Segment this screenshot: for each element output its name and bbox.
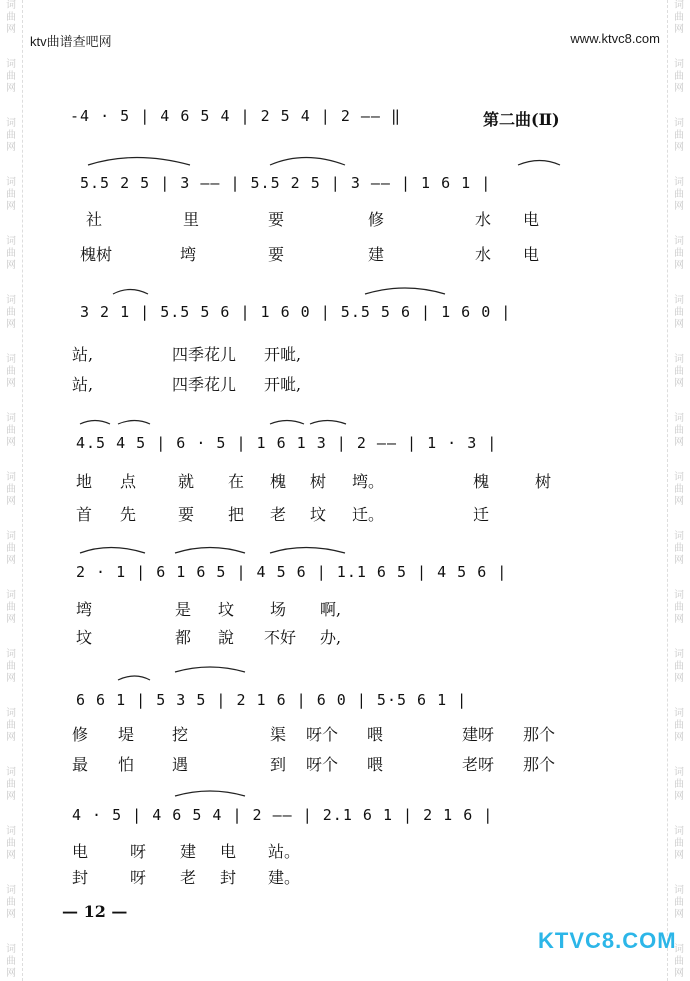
lyric-s4-v2-7: 迁 — [473, 505, 490, 524]
watermark-glyph-block: 词 曲 网 — [6, 649, 16, 684]
site-logo: KTVC8.COM — [538, 928, 677, 953]
watermark-glyph-block: 词 曲 网 — [674, 826, 684, 861]
watermark-glyph-block: 词 曲 网 — [674, 413, 684, 448]
lyric-s4-v1-7: 槐 — [473, 472, 490, 491]
notation-line-3: 3 2 1 | 5.5 5 6 | 1 6 0 | 5.5 5 6 | 1 6 0 | — [80, 303, 512, 321]
lyric-s4-v2-0: 首 — [76, 505, 93, 524]
lyric-s4-v2-2: 要 — [178, 505, 195, 524]
watermark-glyph-block: 词 曲 网 — [674, 118, 684, 153]
lyric-s7-v1-4: 站。 — [268, 842, 301, 861]
lyric-s6-v2-2: 遇 — [172, 755, 189, 774]
section-title: 第二曲(Ⅱ) — [483, 110, 560, 129]
watermark-glyph-block: 词 曲 网 — [674, 0, 684, 35]
watermark-glyph-block: 词 曲 网 — [674, 177, 684, 212]
watermark-glyph-block: 词 曲 网 — [6, 295, 16, 330]
lyric-s5-v2-4: 办, — [320, 628, 342, 647]
lyric-s6-v2-0: 最 — [72, 755, 89, 774]
lyric-s7-v1-2: 建 — [180, 842, 197, 861]
lyric-s6-v1-2: 挖 — [172, 725, 189, 744]
lyric-s5-v1-0: 塆 — [76, 600, 93, 619]
watermark-glyph-block: 词 曲 网 — [674, 767, 684, 802]
lyric-s3-v2-0: 站, — [72, 375, 94, 394]
watermark-glyph-block: 词 曲 网 — [6, 826, 16, 861]
watermark-glyph-block: 词 曲 网 — [6, 236, 16, 271]
lyric-s6-v1-7: 那个 — [523, 725, 556, 744]
lyric-s7-v1-1: 呀 — [130, 842, 147, 861]
lyric-s4-v2-6: 迁。 — [352, 505, 385, 524]
lyric-s4-v1-6: 塆。 — [352, 472, 385, 491]
lyric-s5-v1-1: 是 — [175, 600, 192, 619]
lyric-s6-v1-1: 堤 — [118, 725, 135, 744]
lyric-s2-v2-0: 槐树 — [80, 245, 113, 264]
watermark-glyph-block: 词 曲 网 — [674, 944, 684, 979]
watermark-glyph-block: 词 曲 网 — [6, 708, 16, 743]
lyric-s6-v2-4: 呀个 — [306, 755, 339, 774]
notation-line-7: 4 · 5 | 4 6 5 4 | 2 —— | 2.1 6 1 | 2 1 6 | — [72, 806, 494, 824]
lyric-s4-v1-3: 在 — [228, 472, 245, 491]
lyric-s2-v2-1: 塆 — [180, 245, 197, 264]
lyric-s6-v1-6: 建呀 — [462, 725, 495, 744]
lyric-s6-v1-3: 渠 — [270, 725, 287, 744]
watermark-glyph-block: 词 曲 网 — [6, 885, 16, 920]
lyric-s7-v1-0: 电 — [72, 842, 89, 861]
lyric-s4-v1-5: 树 — [310, 472, 327, 491]
watermark-glyph-block: 词 曲 网 — [6, 531, 16, 566]
lyric-s5-v1-3: 场 — [270, 600, 287, 619]
watermark-glyph-block: 词 曲 网 — [6, 59, 16, 94]
lyric-s2-v2-3: 建 — [368, 245, 385, 264]
notation-line-4: 4.5 4 5 | 6 · 5 | 1 6 1 3 | 2 —— | 1 · 3 | — [76, 434, 498, 452]
lyric-s2-v1-2: 要 — [268, 210, 285, 229]
lyric-s6-v1-4: 呀个 — [306, 725, 339, 744]
watermark-glyph-block: 词 曲 网 — [6, 944, 16, 979]
lyric-s5-v2-2: 說 — [218, 628, 235, 647]
lyric-s7-v2-1: 呀 — [130, 868, 147, 887]
watermark-glyph-block: 词 曲 网 — [6, 767, 16, 802]
watermark-glyph-block: 词 曲 网 — [674, 590, 684, 625]
watermark-glyph-block: 词 曲 网 — [6, 177, 16, 212]
lyric-s4-v1-8: 树 — [535, 472, 552, 491]
lyric-s4-v2-4: 老 — [270, 505, 287, 524]
lyric-s4-v2-3: 把 — [228, 505, 245, 524]
lyric-s6-v1-0: 修 — [72, 725, 89, 744]
header-site-right: www.ktvc8.com — [570, 31, 660, 46]
watermark-glyph-block: 词 曲 网 — [6, 472, 16, 507]
watermark-glyph-block: 词 曲 网 — [674, 708, 684, 743]
lyric-s5-v2-3: 不好 — [264, 628, 297, 647]
lyric-s5-v1-2: 坟 — [218, 600, 235, 619]
lyric-s2-v1-0: 社 — [86, 210, 103, 229]
lyric-s5-v1-4: 啊, — [320, 600, 342, 619]
lyric-s7-v2-0: 封 — [72, 868, 89, 887]
lyric-s2-v1-1: 里 — [183, 210, 200, 229]
lyric-s6-v2-6: 老呀 — [462, 755, 495, 774]
lyric-s5-v2-1: 都 — [175, 628, 192, 647]
notation-line-5: 2 · 1 | 6 1 6 5 | 4 5 6 | 1.1 6 5 | 4 5 6 | — [76, 563, 508, 581]
lyric-s2-v1-5: 电 — [523, 210, 540, 229]
watermark-glyph-block: 词 曲 网 — [674, 472, 684, 507]
lyric-s2-v2-5: 电 — [523, 245, 540, 264]
watermark-glyph-block: 词 曲 网 — [674, 531, 684, 566]
header-site-left: ktv曲谱查吧网 — [30, 34, 112, 49]
watermark-glyph-block: 词 曲 网 — [674, 354, 684, 389]
lyric-s6-v2-1: 怕 — [118, 755, 135, 774]
lyric-s3-v2-1: 四季花儿 — [172, 375, 237, 394]
watermark-glyph-block: 词 曲 网 — [674, 885, 684, 920]
lyric-s3-v1-1: 四季花儿 — [172, 345, 237, 364]
watermark-glyph-block: 词 曲 网 — [6, 0, 16, 35]
watermark-glyph-block: 词 曲 网 — [674, 236, 684, 271]
watermark-glyph-block: 词 曲 网 — [674, 295, 684, 330]
lyric-s4-v2-1: 先 — [120, 505, 137, 524]
lyric-s6-v2-7: 那个 — [523, 755, 556, 774]
notation-line-2: 5.5 2 5 | 3 —— | 5.5 2 5 | 3 —— | 1 6 1 | — [80, 174, 492, 192]
lyric-s6-v2-5: 喂 — [367, 755, 384, 774]
lyric-s7-v2-4: 建。 — [268, 868, 301, 887]
lyric-s4-v1-2: 就 — [178, 472, 195, 491]
watermark-glyph-block: 词 曲 网 — [6, 118, 16, 153]
lyric-s6-v1-5: 喂 — [367, 725, 384, 744]
lyric-s4-v2-5: 坟 — [310, 505, 327, 524]
watermark-glyph-block: 词 曲 网 — [674, 59, 684, 94]
lyric-s2-v1-4: 水 — [475, 210, 492, 229]
notation-line-6: 6 6 1 | 5 3 5 | 2 1 6 | 6 0 | 5·5 6 1 | — [76, 691, 468, 709]
lyric-s2-v2-2: 要 — [268, 245, 285, 264]
lyric-s3-v1-0: 站, — [72, 345, 94, 364]
lyric-s4-v1-1: 点 — [120, 472, 137, 491]
lyric-s3-v2-2: 开呲, — [264, 375, 302, 394]
watermark-glyph-block: 词 曲 网 — [6, 590, 16, 625]
watermark-glyph-block: 词 曲 网 — [6, 354, 16, 389]
lyric-s5-v2-0: 坟 — [76, 628, 93, 647]
watermark-glyph-block: 词 曲 网 — [674, 649, 684, 684]
lyric-s7-v2-2: 老 — [180, 868, 197, 887]
lyric-s6-v2-3: 到 — [270, 755, 287, 774]
lyric-s4-v1-4: 槐 — [270, 472, 287, 491]
lyric-s7-v1-3: 电 — [220, 842, 237, 861]
watermark-glyph-block: 词 曲 网 — [6, 413, 16, 448]
lyric-s2-v1-3: 修 — [368, 210, 385, 229]
lyric-s2-v2-4: 水 — [475, 245, 492, 264]
lyric-s7-v2-3: 封 — [220, 868, 237, 887]
lyric-s3-v1-2: 开呲, — [264, 345, 302, 364]
page-number: — 12 — — [62, 902, 128, 921]
notation-line-1: -4 · 5 | 4 6 5 4 | 2 5 4 | 2 —— ‖ — [70, 107, 402, 125]
lyric-s4-v1-0: 地 — [76, 472, 93, 491]
